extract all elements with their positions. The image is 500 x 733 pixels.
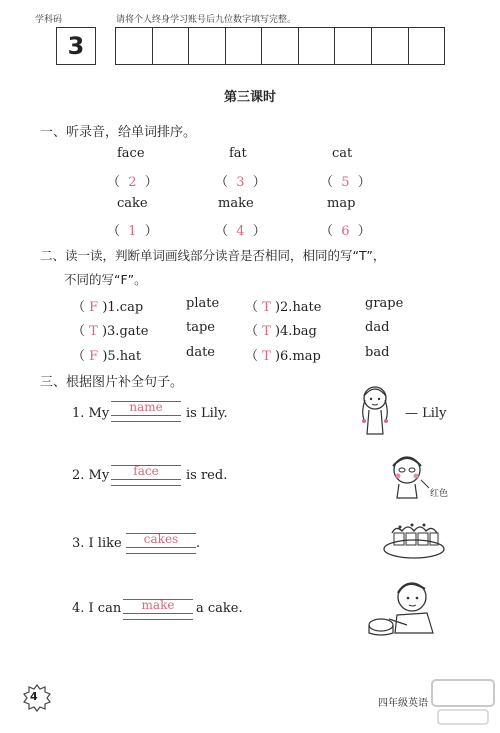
- section2-title: 二、读一读，判断单词画线部分读音是否相同，相同的写“T”，: [40, 248, 386, 263]
- subject-code-label: 学科码: [35, 15, 63, 25]
- s1-answer: 4: [236, 224, 245, 239]
- page-number: 4: [30, 690, 38, 703]
- s2-word: grape: [365, 296, 404, 311]
- s2-row[interactable]: （ F )5.hat: [72, 349, 142, 364]
- id-cell[interactable]: [335, 28, 372, 64]
- s1-answer: 6: [341, 224, 350, 239]
- s2-row[interactable]: （ T )3.gate: [72, 324, 149, 339]
- s2-num: )5.: [102, 349, 120, 364]
- id-cell[interactable]: [189, 28, 226, 64]
- id-cell[interactable]: [226, 28, 263, 64]
- s1-answer-slot[interactable]: （ 4 ）: [215, 224, 266, 239]
- pic2-label: 红色: [430, 489, 449, 499]
- s2-answer: F: [89, 300, 99, 315]
- s3-blank[interactable]: [111, 399, 181, 423]
- s2-answer: T: [262, 300, 271, 315]
- s2-word: hat: [119, 349, 142, 364]
- id-cell[interactable]: [262, 28, 299, 64]
- s2-word: dad: [365, 320, 390, 335]
- s2-num: )4.: [274, 324, 293, 339]
- pic1-label: — Lily: [405, 406, 447, 421]
- s3-blank[interactable]: [123, 597, 193, 621]
- s2-word: cap: [119, 300, 144, 315]
- s2-word: gate: [119, 324, 149, 339]
- s1-answer: 2: [128, 175, 137, 190]
- section3-title: 三、根据图片补全句子。: [40, 375, 184, 390]
- cakes-illustration: [382, 513, 447, 561]
- s2-answer: T: [262, 349, 271, 364]
- s3-blank[interactable]: [126, 531, 196, 555]
- watermark-stamp: [428, 676, 498, 728]
- s1-word: face: [117, 146, 145, 161]
- red-face-girl-illustration: [385, 450, 435, 500]
- s3-prefix: 2. My: [72, 468, 110, 483]
- s2-num: )3.: [101, 324, 120, 339]
- s2-word: bad: [365, 345, 390, 360]
- s3-prefix: 1. My: [72, 406, 110, 421]
- s1-answer-slot[interactable]: （ 2 ）: [107, 175, 158, 190]
- s1-answer-slot[interactable]: （ 5 ）: [320, 175, 371, 190]
- s3-answer: cakes: [143, 532, 179, 546]
- s3-answer: make: [141, 598, 175, 612]
- lesson-title: 第三课时: [223, 90, 276, 105]
- s3-prefix: 4. I can: [72, 601, 122, 616]
- girl-lily-illustration: [355, 378, 405, 438]
- s2-num: )2.: [274, 300, 293, 315]
- s3-answer: name: [129, 400, 163, 414]
- s2-answer: T: [262, 324, 271, 339]
- s1-word: map: [327, 196, 356, 211]
- s3-suffix: is red.: [186, 468, 228, 483]
- s3-answer: face: [133, 464, 159, 478]
- id-cell[interactable]: [409, 28, 445, 64]
- id-instruction: 请将个人终身学习账号后九位数字填写完整。: [116, 15, 297, 25]
- learning-id-grid[interactable]: [115, 27, 445, 65]
- s1-answer: 5: [341, 175, 350, 190]
- grade-label: 四年级英语: [378, 698, 428, 709]
- s1-word: make: [218, 196, 254, 211]
- subject-code: 3: [67, 32, 85, 60]
- s2-answer: F: [89, 349, 99, 364]
- s2-word: tape: [186, 320, 215, 335]
- s2-row[interactable]: （ T )4.bag: [245, 324, 317, 339]
- s3-blank[interactable]: [111, 463, 181, 487]
- section1-title: 一、听录音，给单词排序。: [40, 125, 197, 140]
- id-cell[interactable]: [299, 28, 336, 64]
- s3-suffix: is Lily.: [186, 406, 228, 421]
- id-cell[interactable]: [153, 28, 190, 64]
- s2-num: )6.: [274, 349, 293, 364]
- s2-answer: T: [89, 324, 98, 339]
- subject-code-box: [56, 27, 96, 65]
- s2-word: hate: [292, 300, 322, 315]
- s3-suffix: a cake.: [196, 601, 243, 616]
- s2-row[interactable]: （ F )1.cap: [72, 300, 144, 315]
- s2-row[interactable]: （ T )6.map: [245, 349, 321, 364]
- s3-suffix: .: [196, 536, 201, 551]
- s2-row[interactable]: （ T )2.hate: [245, 300, 322, 315]
- s1-word: cat: [332, 146, 353, 161]
- s2-num: )1.: [102, 300, 120, 315]
- id-cell[interactable]: [116, 28, 153, 64]
- s1-answer: 3: [236, 175, 245, 190]
- s2-word: map: [292, 349, 321, 364]
- s1-answer: 1: [128, 224, 137, 239]
- s3-prefix: 3. I like: [72, 536, 122, 551]
- s1-answer-slot[interactable]: （ 6 ）: [320, 224, 371, 239]
- s1-answer-slot[interactable]: （ 1 ）: [107, 224, 158, 239]
- section2-title-cont: 不同的写“F”。: [64, 272, 147, 287]
- s2-word: date: [186, 345, 215, 360]
- boy-making-cake-illustration: [367, 575, 442, 637]
- s1-word: fat: [229, 146, 247, 161]
- id-cell[interactable]: [372, 28, 409, 64]
- s2-word: bag: [292, 324, 317, 339]
- s2-word: plate: [186, 296, 220, 311]
- s1-answer-slot[interactable]: （ 3 ）: [215, 175, 266, 190]
- s1-word: cake: [117, 196, 148, 211]
